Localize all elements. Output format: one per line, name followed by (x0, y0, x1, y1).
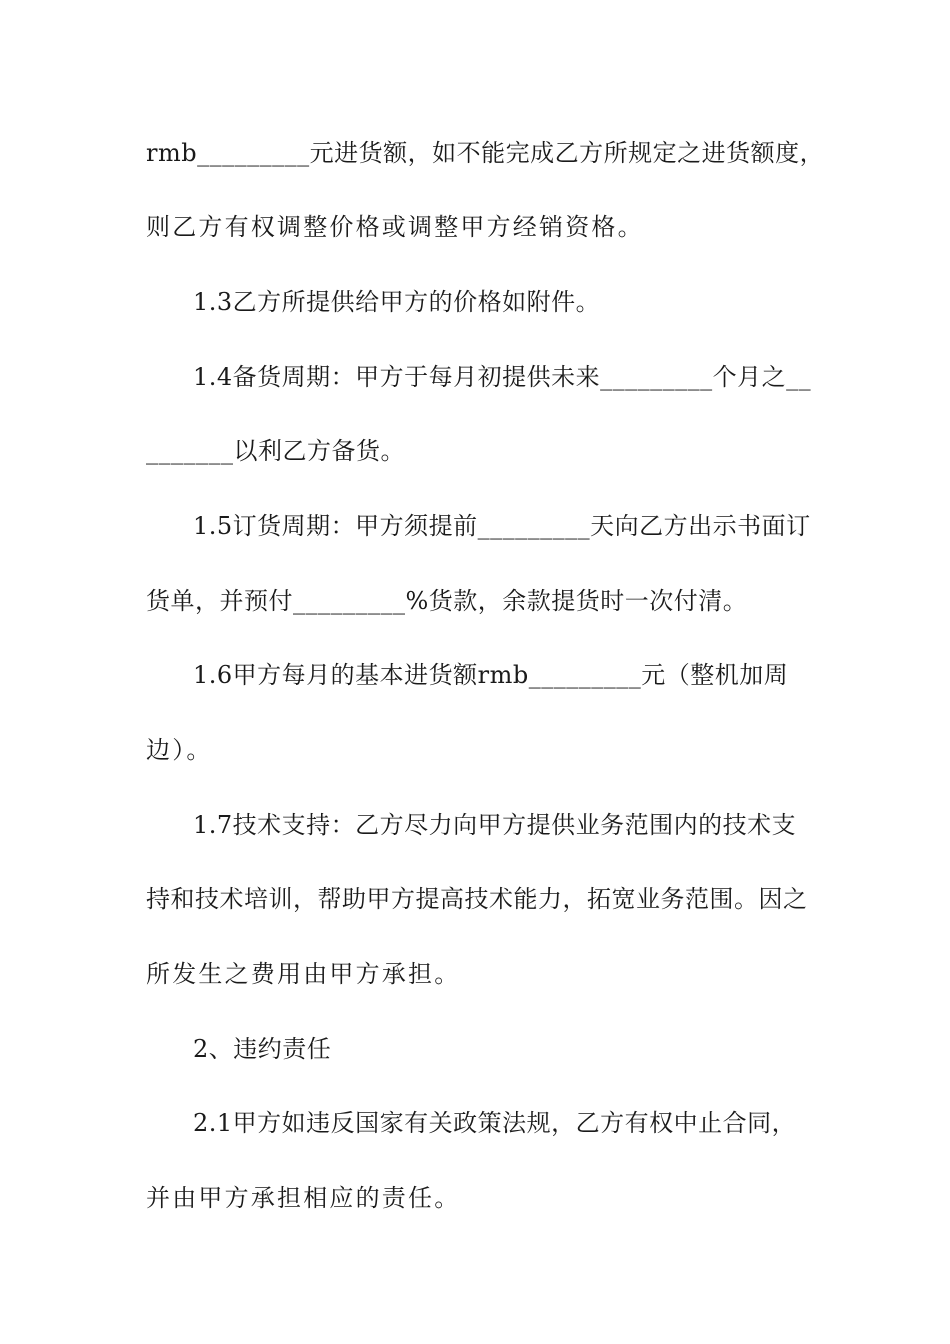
paragraph-line: 则乙方有权调整价格或调整甲方经销资格。 (146, 213, 644, 241)
section-heading-2: 2、违约责任 (193, 1035, 332, 1063)
paragraph-line: 并由甲方承担相应的责任。 (146, 1184, 461, 1212)
paragraph-line: _______以利乙方备货。 (146, 437, 405, 465)
clause-1-3: 1.3乙方所提供给甲方的价格如附件。 (193, 288, 601, 316)
paragraph-line: 边）。 (146, 736, 213, 764)
paragraph-line: 所发生之费用由甲方承担。 (146, 960, 461, 988)
clause-1-4: 1.4备货周期：甲方于每月初提供未来_________个月之__ (193, 363, 812, 391)
paragraph-line: 货单，并预付_________%货款，余款提货时一次付清。 (146, 587, 748, 615)
clause-1-5: 1.5订货周期：甲方须提前_________天向乙方出示书面订 (193, 512, 811, 540)
paragraph-line: rmb_________元进货额，如不能完成乙方所规定之进货额度， (146, 139, 825, 167)
clause-1-6: 1.6甲方每月的基本进货额rmb_________元（整机加周 (193, 661, 789, 689)
paragraph-line: 持和技术培训，帮助甲方提高技术能力，拓宽业务范围。因之 (146, 885, 808, 913)
clause-1-7: 1.7技术支持：乙方尽力向甲方提供业务范围内的技术支 (193, 811, 797, 839)
clause-2-1: 2.1甲方如违反国家有关政策法规，乙方有权中止合同， (193, 1109, 797, 1137)
